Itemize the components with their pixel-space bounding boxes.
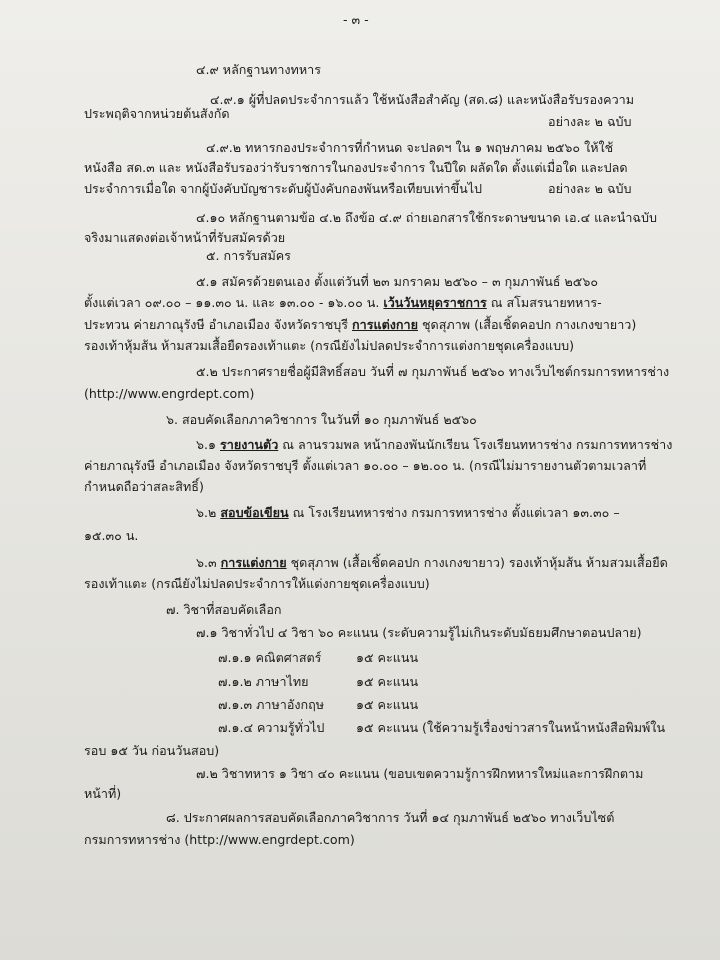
paragraph-line: (http://www.engrdept.com) (84, 386, 255, 401)
paragraph-line: ๑๕.๓๐ น. (84, 528, 139, 543)
subject-score: ๑๕ คะแนน (356, 697, 419, 712)
section-6-title: ๖. สอบคัดเลือกภาควิชาการ ในวันที่ ๑๐ กุมภาพันธ์ ๒๕๖๐ (166, 412, 477, 427)
paragraph-line: ประพฤติจากหน่วยต้นสังกัด (84, 106, 230, 121)
paragraph-line: ๗.๑ วิชาทั่วไป ๔ วิชา ๖๐ คะแนน (ระดับความรู้ไม่เกินระดับมัธยมศึกษาตอนปลาย) (196, 625, 642, 640)
underlined-text: สอบข้อเขียน (220, 505, 289, 520)
underlined-text: รายงานตัว (220, 437, 279, 452)
paragraph-line: จริงมาแสดงต่อเจ้าหน้าที่รับสมัครด้วย (84, 230, 286, 245)
paragraph-line: ๕.๒ ประกาศรายชื่อผู้มีสิทธิ์สอบ วันที่ ๗ กุมภาพันธ์ ๒๕๖๐ ทางเว็บไซต์กรมการทหารช่าง (196, 364, 670, 379)
paragraph-line: รองเท้าแตะ (กรณียังไม่ปลดประจำการให้แต่งกายชุดเครื่องแบบ) (84, 576, 430, 591)
paragraph-line: ตั้งแต่เวลา ๐๙.๐๐ – ๑๑.๓๐ น. และ ๑๓.๐๐ - ๑๖.๐๐ น. เว้นวันหยุดราชการ ณ สโมสรนายทหาร- (84, 295, 602, 310)
paragraph-line: ๔.๑๐ หลักฐานตามข้อ ๔.๒ ถึงข้อ ๔.๙ ถ่ายเอกสารใช้กระดาษขนาด เอ.๔ และนำฉบับ (196, 210, 657, 225)
subject-score: ๑๕ คะแนน (356, 674, 419, 689)
paragraph-line: ๗.๒ วิชาทหาร ๑ วิชา ๔๐ คะแนน (ขอบเขตความรู้การฝึกทหารใหม่และการฝึกตาม (196, 766, 644, 781)
underlined-text: เว้นวันหยุดราชการ (383, 295, 487, 310)
subject-score: ๑๕ คะแนน (ใช้ความรู้เรื่องข่าวสารในหน้าหนังสือพิมพ์ใน (356, 720, 666, 735)
paragraph-line: ๔.๙.๑ ผู้ที่ปลดประจำการแล้ว ใช้หนังสือสำคัญ (สด.๘) และหนังสือรับรองความ (210, 92, 635, 107)
section-4-9-title: ๔.๙ หลักฐานทางทหาร (196, 62, 321, 77)
section-7-title: ๗. วิชาที่สอบคัดเลือก (166, 602, 282, 617)
paragraph-line: ค่ายภาณุรังษี อำเภอเมือง จังหวัดราชบุรี ตั้งแต่เวลา ๑๐.๐๐ – ๑๒.๐๐ น. (กรณีไม่มารายงานตัวตามเวลาที่ (84, 458, 647, 473)
paragraph-line: ๔.๙.๒ ทหารกองประจำการที่กำหนด จะปลดฯ ใน ๑ พฤษภาคม ๒๕๖๐ ให้ใช้ (206, 140, 614, 155)
underlined-text: การแต่งกาย (352, 317, 418, 332)
paragraph-line: ประทวน ค่ายภาณุรังษี อำเภอเมือง จังหวัดราชบุรี การแต่งกาย ชุดสุภาพ (เสื้อเชิ้ตคอปก กางเกงขายาว) (84, 317, 637, 332)
paragraph-line: รอบ ๑๕ วัน ก่อนวันสอบ) (84, 743, 220, 758)
subject-name: ๗.๑.๔ ความรู้ทั่วไป (218, 720, 325, 735)
underlined-text: การแต่งกาย (220, 555, 287, 570)
subject-name: ๗.๑.๑ คณิตศาสตร์ (218, 650, 322, 665)
page-number: - ๓ - (343, 12, 369, 27)
section-5-title: ๕. การรับสมัคร (206, 248, 291, 263)
paragraph-line: กำหนดถือว่าสละสิทธิ์) (84, 479, 204, 494)
subject-name: ๗.๑.๓ ภาษาอังกฤษ (218, 697, 325, 712)
paragraph-line: ๖.๓ การแต่งกาย ชุดสุภาพ (เสื้อเชิ้ตคอปก กางเกงขายาว) รองเท้าหุ้มส้น ห้ามสวมเสื้อยืด (196, 555, 668, 570)
copies-note: อย่างละ ๒ ฉบับ (548, 181, 632, 196)
paragraph-line: กรมการทหารช่าง (http://www.engrdept.com) (84, 832, 355, 847)
paragraph-line: รองเท้าหุ้มส้น ห้ามสวมเสื้อยืดรองเท้าแตะ (กรณียังไม่ปลดประจำการแต่งกายชุดเครื่องแบบ) (84, 338, 575, 353)
subject-name: ๗.๑.๒ ภาษาไทย (218, 674, 309, 689)
paragraph-line: หนังสือ สด.๓ และ หนังสือรับรองว่ารับราชการในกองประจำการ ในปีใด ผลัดใด ตั้งแต่เมื่อใด และปลด (84, 160, 628, 175)
subject-score: ๑๕ คะแนน (356, 650, 419, 665)
paragraph-line: ๘. ประกาศผลการสอบคัดเลือกภาควิชาการ วันที่ ๑๔ กุมภาพันธ์ ๒๕๖๐ ทางเว็บไซต์ (166, 810, 615, 825)
paragraph-line: ๕.๑ สมัครด้วยตนเอง ตั้งแต่วันที่ ๒๓ มกราคม ๒๕๖๐ – ๓ กุมภาพันธ์ ๒๕๖๐ (196, 274, 599, 289)
paragraph-line: ประจำการเมื่อใด จากผู้บังคับบัญชาระดับผู้บังคับกองพันหรือเทียบเท่าขึ้นไป (84, 181, 483, 196)
paragraph-line: ๖.๑ รายงานตัว ณ ลานรวมพล หน้ากองพันนักเรียน โรงเรียนทหารช่าง กรมการทหารช่าง (196, 437, 673, 452)
paragraph-line: หน้าที่) (84, 786, 122, 801)
copies-note: อย่างละ ๒ ฉบับ (548, 114, 632, 129)
paragraph-line: ๖.๒ สอบข้อเขียน ณ โรงเรียนทหารช่าง กรมการทหารช่าง ตั้งแต่เวลา ๑๓.๓๐ – (196, 505, 620, 520)
